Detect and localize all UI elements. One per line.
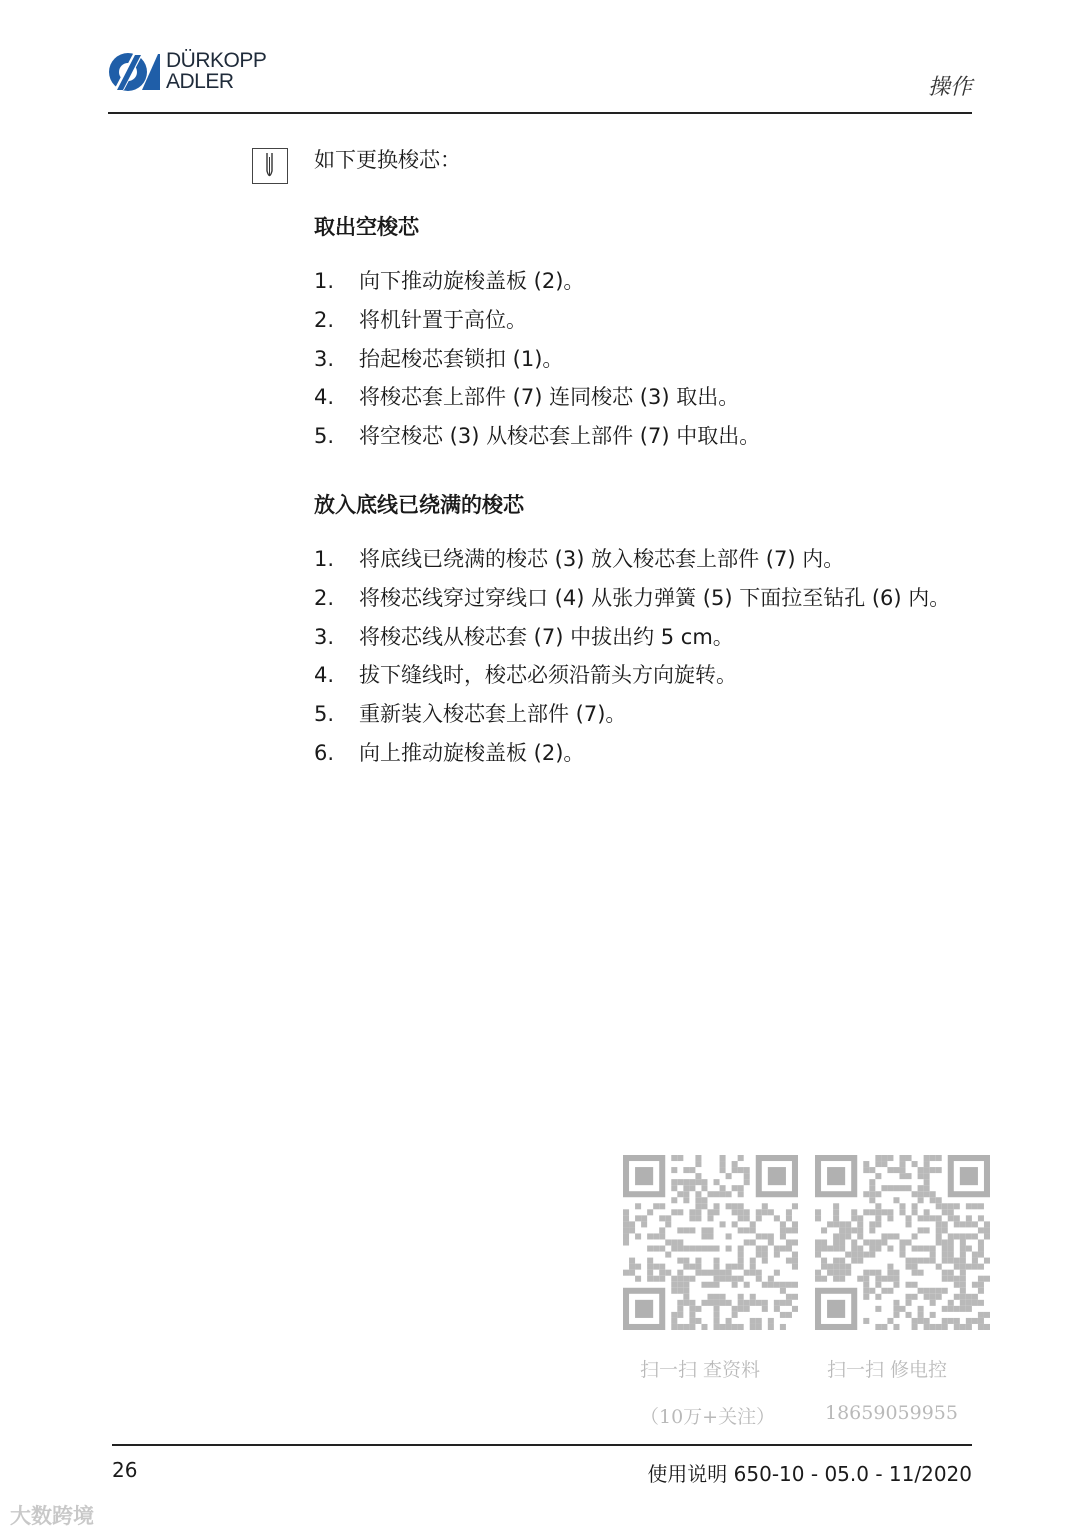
- list-item: [314, 385, 760, 424]
- document-reference: 使用说明 650-10 - 05.0 - 11/2020: [647, 1462, 972, 1486]
- step-text: 拔下缝线时，梭芯必须沿箭头方向旋转。: [359, 663, 737, 688]
- step-text: 将梭芯套上部件 (7) 连同梭芯 (3) 取出。: [359, 385, 740, 410]
- list-item: [314, 586, 950, 625]
- brand-name-line1: DÜRKOPP: [166, 49, 267, 72]
- list-item: [314, 347, 760, 386]
- insert-steps-list: [314, 547, 950, 780]
- step-text: 向上推动旋梭盖板 (2)。: [359, 740, 585, 765]
- header-divider: [108, 112, 972, 114]
- brand-name-line2: ADLER: [166, 70, 234, 93]
- insert-section-title: 放入底线已绕满的梭芯: [314, 493, 524, 517]
- qr-caption: 18659059955: [825, 1402, 958, 1424]
- qr-code-icon: [815, 1155, 990, 1330]
- logo-mark-icon: [108, 52, 160, 92]
- step-text: 将空梭芯 (3) 从梭芯套上部件 (7) 中取出。: [359, 424, 761, 449]
- step-text: 重新装入梭芯套上部件 (7)。: [359, 702, 627, 727]
- needle-icon: [252, 148, 288, 184]
- qr-code-icon: [623, 1155, 798, 1330]
- qr-caption: （10万+关注）: [640, 1406, 776, 1428]
- brand-logo: [108, 50, 288, 98]
- step-text: 抬起梭芯套锁扣 (1)。: [359, 346, 564, 371]
- watermark: 大数跨境: [10, 1504, 94, 1528]
- list-item: [314, 308, 760, 347]
- intro-text: 如下更换梭芯：: [314, 148, 461, 172]
- list-item: [314, 547, 950, 586]
- step-text: 将底线已绕满的梭芯 (3) 放入梭芯套上部件 (7) 内。: [359, 547, 845, 571]
- step-number: 5.: [314, 702, 335, 727]
- step-text: 将梭芯线从梭芯套 (7) 中拔出约 5 cm。: [359, 624, 734, 649]
- qr-caption: 扫一扫 查资料: [640, 1359, 761, 1381]
- remove-steps-list: [314, 269, 760, 463]
- step-number: 3.: [314, 346, 335, 371]
- step-number: 1.: [314, 547, 335, 571]
- step-number: 3.: [314, 624, 335, 649]
- step-text: 将机针置于高位。: [359, 307, 527, 332]
- page-number: 26: [112, 1458, 138, 1482]
- remove-section-title: 取出空梭芯: [314, 215, 419, 239]
- step-number: 2.: [314, 307, 335, 332]
- qr-promo-area: [620, 1150, 1000, 1440]
- list-item: [314, 424, 760, 463]
- list-item: [314, 741, 950, 780]
- footer-divider: [112, 1444, 972, 1446]
- step-text: 向下推动旋梭盖板 (2)。: [359, 269, 585, 293]
- step-number: 4.: [314, 385, 335, 410]
- section-title: 操作: [927, 75, 972, 100]
- step-number: 1.: [314, 269, 335, 293]
- step-number: 2.: [314, 585, 335, 610]
- list-item: [314, 702, 950, 741]
- list-item: [314, 663, 950, 702]
- step-number: 6.: [314, 740, 335, 765]
- step-number: 4.: [314, 663, 335, 688]
- list-item: [314, 269, 760, 308]
- step-text: 将梭芯线穿过穿线口 (4) 从张力弹簧 (5) 下面拉至钻孔 (6) 内。: [359, 585, 951, 610]
- step-number: 5.: [314, 424, 335, 449]
- list-item: [314, 625, 950, 664]
- qr-caption: 扫一扫 修电控: [827, 1359, 948, 1381]
